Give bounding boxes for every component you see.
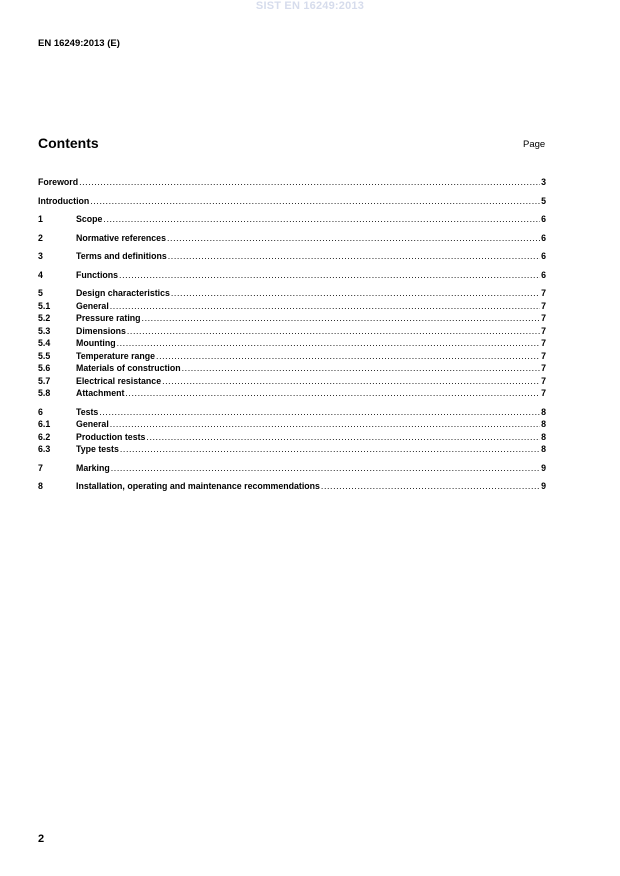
toc-entry-number: 5.3 [38,325,51,336]
toc-entry-page: 6 [541,251,546,261]
toc-entry[interactable] [38,312,546,325]
toc-dot-leader [146,431,540,444]
toc-entry[interactable] [38,362,546,375]
toc-dot-leader [119,269,540,282]
toc-entry-page: 6 [541,214,546,224]
watermark: SIST EN 16249:2013 [255,0,365,12]
toc-entry[interactable] [38,287,546,300]
toc-entry[interactable] [38,418,546,431]
toc-entry-number: 3 [38,251,43,261]
toc-dot-leader [110,300,540,313]
toc-dot-leader [79,176,540,189]
toc-entry-page: 8 [541,419,546,429]
toc-entry[interactable] [38,406,546,419]
toc-entry-number: 6.3 [38,444,51,454]
toc-entry[interactable] [38,443,546,456]
toc-dot-leader [127,325,540,338]
toc-entry-page: 7 [541,300,546,311]
toc-entry-title[interactable]: Introduction [38,195,90,206]
toc-entry-page: 7 [541,313,546,323]
toc-entry[interactable] [38,300,546,313]
toc-entry-title[interactable]: Foreword [38,177,79,187]
toc-dot-leader [321,480,540,493]
toc-dot-leader [103,213,540,226]
toc-entry-number: 6 [38,406,43,417]
toc-entry-page: 8 [541,431,546,442]
toc-dot-leader [168,250,540,263]
toc-entry-page: 5 [541,195,546,206]
toc-dot-leader [117,337,541,350]
toc-entry-title[interactable]: Electrical resistance [76,375,162,386]
toc-entry[interactable] [38,480,546,493]
toc-entry[interactable] [38,269,546,282]
toc-entry[interactable] [38,387,546,400]
toc-entry[interactable] [38,337,546,350]
toc-entry-title[interactable]: Mounting [76,338,116,348]
toc-entry-title[interactable]: Design characteristics [76,288,170,298]
toc-entry-page: 7 [541,288,546,298]
toc-entry-title[interactable]: General [76,300,109,311]
toc-entry-number: 8 [38,481,43,491]
toc-entry-page: 8 [541,444,546,454]
toc-entry[interactable] [38,176,546,189]
toc-dot-leader [120,443,540,456]
toc-entry[interactable] [38,431,546,444]
toc-entry-number: 7 [38,462,43,473]
toc-entry-page: 9 [541,462,546,473]
toc-entry-title[interactable]: Type tests [76,444,119,454]
toc-dot-leader [110,418,540,431]
table-of-contents [38,176,546,493]
toc-entry-page: 6 [541,232,546,243]
page-column-label: Page [523,139,546,150]
toc-entry-number: 5.2 [38,313,51,323]
toc-entry-title[interactable]: Normative references [76,232,166,243]
toc-entry-number: 6.2 [38,431,51,442]
toc-entry-title[interactable]: Scope [76,214,103,224]
toc-entry-title[interactable]: Pressure rating [76,313,141,323]
toc-entry-number: 5.8 [38,388,51,398]
toc-entry-page: 9 [541,481,546,491]
page-number: 2 [38,833,45,845]
toc-dot-leader [125,387,540,400]
toc-entry-title[interactable]: Tests [76,406,99,417]
toc-entry-title[interactable]: Installation, operating and maintenance recommendations [76,481,320,491]
contents-title: Contents [38,135,99,151]
toc-entry-page: 7 [541,363,546,373]
toc-entry[interactable] [38,462,546,475]
toc-entry-number: 4 [38,269,43,280]
toc-entry-number: 2 [38,232,43,243]
toc-entry-title[interactable]: General [76,419,109,429]
toc-entry-title[interactable]: Dimensions [76,325,126,336]
toc-dot-leader [99,406,540,419]
toc-entry-number: 5 [38,288,43,298]
toc-dot-leader [156,350,540,363]
toc-entry-page: 7 [541,338,546,348]
toc-entry[interactable] [38,213,546,226]
toc-entry-page: 8 [541,406,546,417]
document-id: EN 16249:2013 (E) [38,38,120,49]
toc-dot-leader [162,375,540,388]
toc-entry-page: 3 [541,177,546,187]
toc-dot-leader [167,232,540,245]
toc-entry-page: 6 [541,269,546,280]
toc-entry-number: 5.7 [38,375,51,386]
toc-entry-number: 5.1 [38,300,51,311]
toc-entry-number: 5.6 [38,363,51,373]
toc-entry-title[interactable]: Temperature range [76,350,156,361]
toc-entry[interactable] [38,350,546,363]
toc-entry-page: 7 [541,350,546,361]
toc-entry[interactable] [38,195,546,208]
toc-entry-number: 5.4 [38,338,51,348]
toc-entry[interactable] [38,325,546,338]
toc-entry[interactable] [38,232,546,245]
toc-entry-title[interactable]: Functions [76,269,119,280]
toc-dot-leader [171,287,540,300]
toc-entry-number: 6.1 [38,419,51,429]
toc-entry-number: 1 [38,214,43,224]
toc-entry[interactable] [38,250,546,263]
toc-entry-number: 5.5 [38,350,51,361]
toc-dot-leader [111,462,540,475]
toc-entry-title[interactable]: Attachment [76,388,125,398]
toc-entry-page: 7 [541,388,546,398]
toc-entry-title[interactable]: Marking [76,462,110,473]
toc-dot-leader [90,195,540,208]
toc-entry-title[interactable]: Terms and definitions [76,251,167,261]
toc-entry-page: 7 [541,375,546,386]
toc-entry-title[interactable]: Materials of construction [76,363,181,373]
toc-entry-title[interactable]: Production tests [76,431,146,442]
toc-entry[interactable] [38,375,546,388]
toc-dot-leader [142,312,541,325]
toc-entry-page: 7 [541,325,546,336]
toc-dot-leader [182,362,540,375]
